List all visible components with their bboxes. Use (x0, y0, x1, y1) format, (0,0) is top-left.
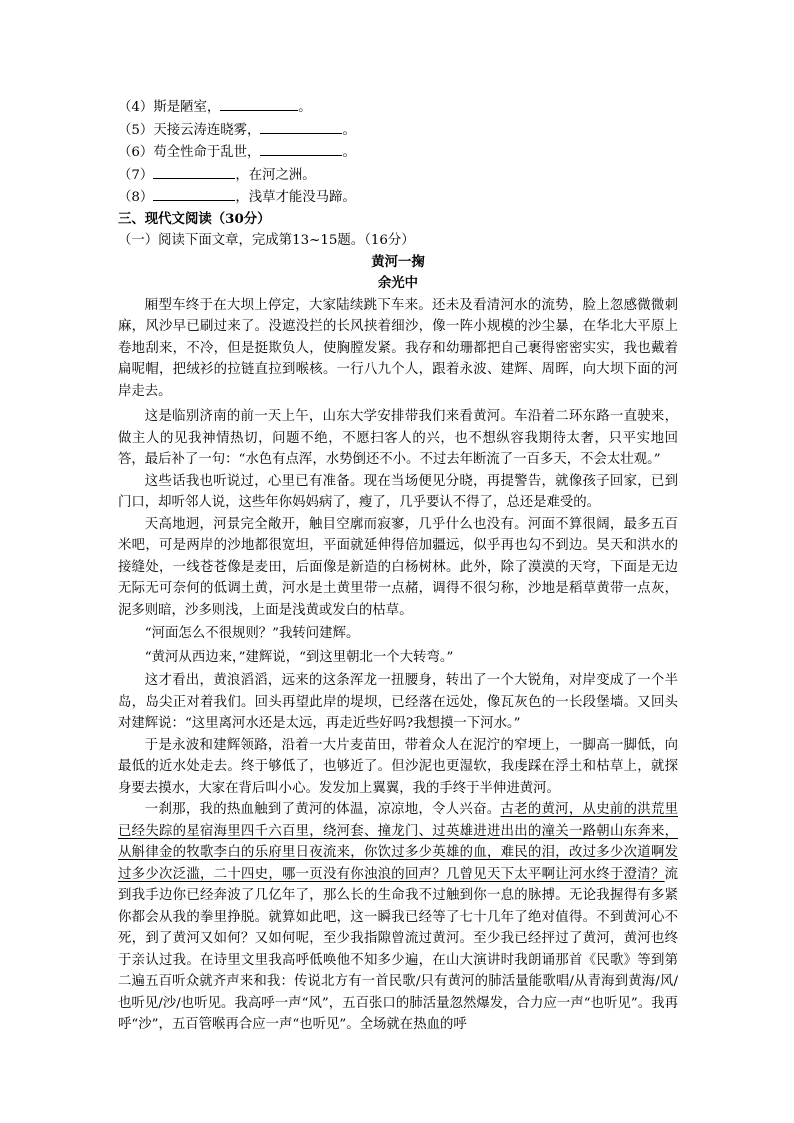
paragraph-6: 于是永波和建辉领路，沿着一大片麦苗田，带着众人在泥泞的窄埂上，一脚高一脚低，向最低的近水处走去。终于够低了，也够近了。但沙泥也更湿软，我虔踩在浮土和枯草上，就探身要去摸水，大家在背后叫小心。发发加上翼翼，我的手终于半伸进黄河。 (118, 737, 678, 796)
dialogue-line-2: “黄河从西边来，”建辉说，“到这里朝北一个大转弯。” (144, 649, 454, 665)
fill-blank-5: （5）天接云涛连晓雾， 。 (118, 119, 678, 142)
answer-blank[interactable] (260, 141, 342, 156)
paragraph-7-rest: 流到我手边你已经奔波了几亿年了，那么长的生命我不过触到你一息的脉搏。无论我握得有多紧你都会从我的拳里挣脱。就算如此吧，这一瞬我已经等了七十几年了绝对值得。不到黄河心不死，到了黄河又如何？又如何呢，至少我指隙曾流过黄河。至少我已经抨过了黄河，黄河也终于亲认过我。在诗里文里我高呼低唤他不知多少遍，在山大演讲时我朗诵那首《民歌》等到第二遍五百听众就齐声来和我：传说北方有一首民歌/只有黄河的肺活量能歌唱/从青海到黄海/风/也听见/沙/也听见。我高呼一声“风”，五百张口的肺活量忽然爆发，合力应一声“也听见”。我再呼“沙”，五百管喉再合应一声“也听见”。全场就在热血的呼 (118, 866, 678, 1032)
answer-blank[interactable] (260, 119, 342, 134)
fill-blank-4: （4）斯是陋室， 。 (118, 96, 678, 119)
paragraph-4: 天高地迥，河景完全敞开，触目空廓而寂寥，几乎什么也没有。河面不算很阔，最多五百米吧，可是两岸的沙地都很宽坦，平面就延伸得倍加疆远，似乎再也勾不到边。昊天和洪水的接缝处，一线苍苍像是麦田，后面像是新造的白杨树林。此外，除了漠漠的天穹，下面是无边无际无可奈何的低调土黄，河水是土黄里带一点赭，调得不很匀称，沙地是稻草黄带一点灰，泥多则暗，沙多则浅，上面是浅黄或发白的枯草。 (118, 516, 678, 618)
underlined-passage: 古老的黄河，从史前的洪荒里已经失踪的星宿海里四千六百里，绕河套、撞龙门、过英雄进进出出的潼关一路朝山东奔来，从斛律金的牧歌李白的乐府里日夜流来，你饮过多少英雄的血，难民的泪，改过多少次道啊发过多少次泛滥，二十四史，哪一页没有你浊浪的回声？几曾见天下太平啊让河水终于澄清？ (118, 802, 679, 882)
article-title: 黄河一掬 (371, 253, 425, 270)
section-heading: 三、现代文阅读（30分） (118, 210, 271, 227)
paragraph-5: 这才看出，黄浪滔滔，远来的这条浑龙一扭腰身，转出了一个大锐角，对岸变成了一个半岛，岛尖正对着我们。回头再望此岸的堤坝，已经落在远处，像瓦灰色的一长段堡墙。又回头对建辉说：“这里离河水还是太远，再走近些好吗?我想摸一下河水。” (118, 673, 678, 731)
answer-blank[interactable] (153, 164, 235, 179)
subsection-instruction: （一）阅读下面文章，完成第13~15题。（16分） (118, 233, 415, 248)
paragraph-7 (118, 799, 678, 1036)
paragraph-2: 这是临别济南的前一天上午，山东大学安排带我们来看黄河。车沿着二环东路一直驶来，做主人的见我神情热切，问题不绝，不愿扫客人的兴，也不想纵容我期待太奢，只平实地回答，最后补了一句：“水色有点浑，水势倒还不小。不过去年断流了一百多天，不会太壮观。” (118, 409, 678, 467)
dialogue-line-1: “河面怎么不很规则？”我转问建辉。 (144, 626, 360, 641)
document-page (118, 96, 678, 1036)
answer-blank[interactable] (153, 186, 235, 201)
article-author: 余光中 (377, 275, 419, 291)
fill-blank-7: （7） ，在河之洲。 (118, 164, 678, 187)
paragraph-3: 这些话我也听说过，心里已有准备。现在当场便见分晓，再提警告，就像孩子回家，已到门口，却听邻人说，这些年你妈妈病了，瘦了，几乎要认不得了，总还是难受的。 (118, 473, 678, 510)
fill-blank-8: （8） ，浅草才能没马蹄。 (118, 186, 678, 209)
answer-blank[interactable] (220, 96, 298, 111)
paragraph-7-intro: 一刹那，我的热血触到了黄河的体温，凉凉地，令人兴奋。 (144, 802, 501, 817)
paragraph-1: 厢型车终于在大坝上停定，大家陆续跳下车来。还未及看清河水的流势，脸上忽感微微刺麻，风沙早已刷过来了。没遮没拦的长风挟着细沙，像一阵小规模的沙尘暴，在华北大平原上卷地刮来，不冷，但是挺欺负人，使胸膛发紧。我存和幼珊都把自己裹得密密实实，我也戴着扁呢帽，把绒衫的拉链直拉到喉核。一行八九个人，跟着永波、建辉、周晖，向大坝下面的河岸走去。 (118, 297, 678, 399)
fill-blank-6: （6）苟全性命于乱世， 。 (118, 141, 678, 164)
